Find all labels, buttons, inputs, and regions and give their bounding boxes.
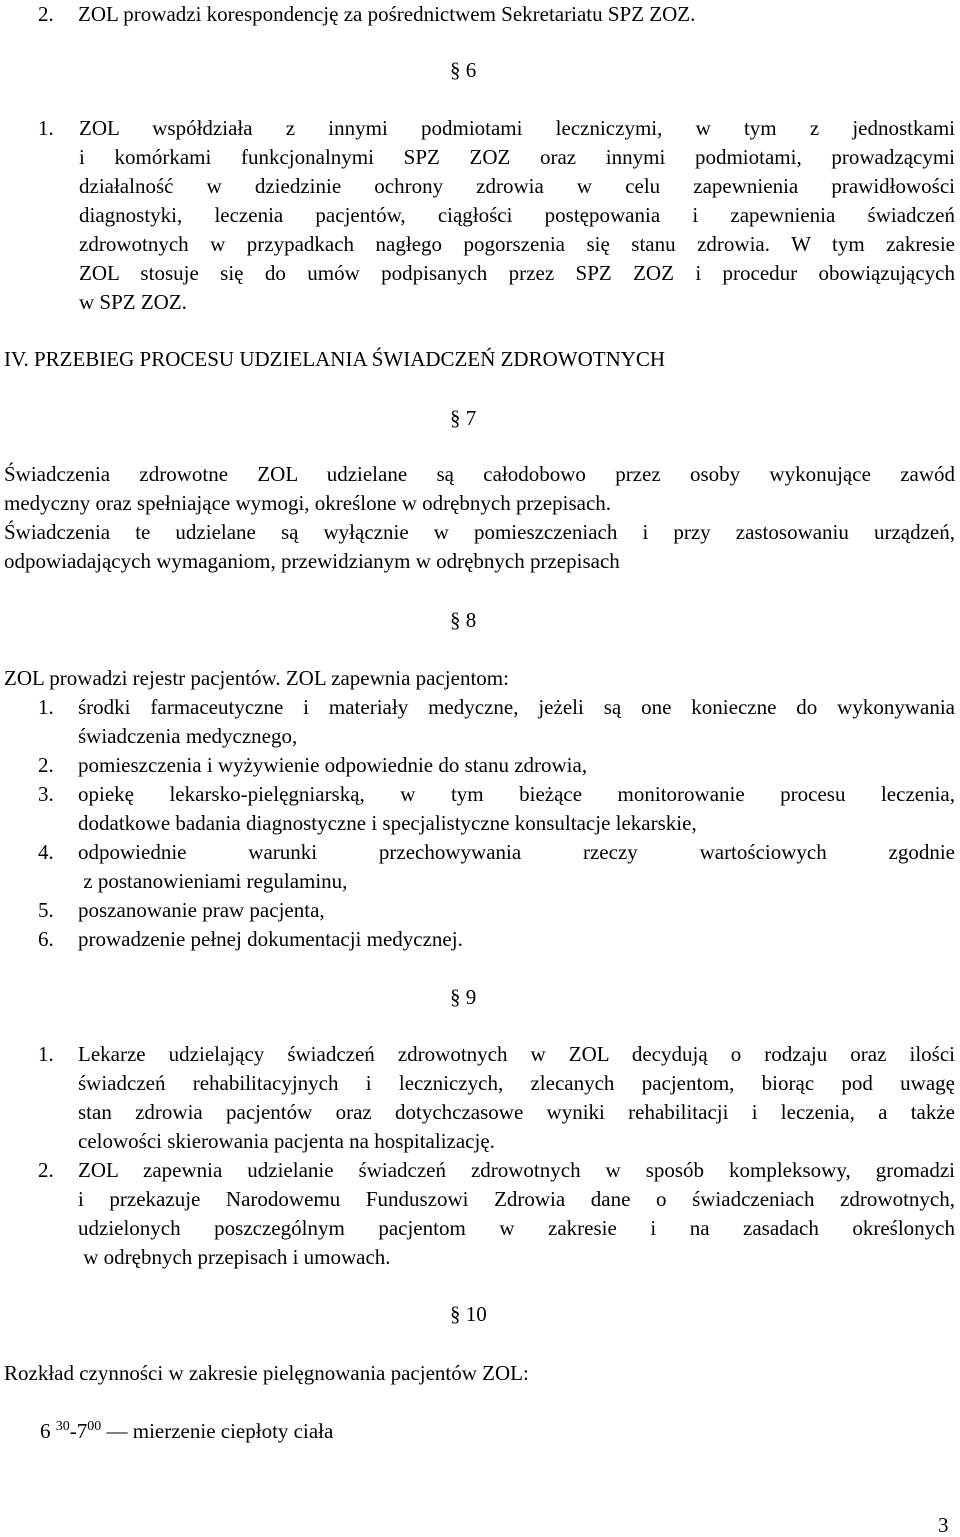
list-text xyxy=(78,693,955,751)
text-line: Świadczenia zdrowotne ZOL udzielane są całodobowo przez osoby wykonujące zawód xyxy=(4,462,955,486)
text-line: i komórkami funkcjonalnymi SPZ ZOZ oraz innymi podmiotami, prowadzącymi xyxy=(79,145,955,169)
text-line: działalność w dziedzinie ochrony zdrowia w celu zapewnienia prawidłowości xyxy=(79,174,955,198)
list-item xyxy=(38,0,955,29)
schedule-entry xyxy=(40,1417,333,1446)
list-item xyxy=(38,1156,955,1272)
list-text xyxy=(78,1040,955,1156)
text-line: odpowiednie warunki przechowywania rzeczy wartościowych zgodnie xyxy=(78,840,955,864)
text-line: świadczeń rehabilitacyjnych i leczniczych, zlecanych pacjentom, biorąc pod uwagę xyxy=(78,1071,955,1095)
text-line: w SPZ ZOZ. xyxy=(79,290,187,314)
text-line: stan zdrowia pacjentów oraz dotychczasowe wyniki rehabilitacji i leczenia, a także xyxy=(78,1100,955,1124)
text-line: ZOL współdziała z innymi podmiotami leczniczymi, w tym z jednostkami xyxy=(79,116,955,140)
list-item xyxy=(38,693,955,751)
text-line: Lekarze udzielający świadczeń zdrowotnych w ZOL decydują o rodzaju oraz ilości xyxy=(78,1042,955,1066)
list-text xyxy=(79,114,955,317)
list-number: 4. xyxy=(38,840,54,864)
text-line: pomieszczenia i wyżywienie odpowiednie do stanu zdrowia, xyxy=(78,753,588,777)
list-number: 2. xyxy=(38,753,54,777)
text-line: Świadczenia te udzielane są wyłącznie w pomieszczeniach i przy zastosowaniu urządzeń, xyxy=(4,520,955,544)
section-heading-10: § 10 xyxy=(450,1302,487,1326)
list-number: 5. xyxy=(38,898,54,922)
start-hour: 6 xyxy=(40,1419,51,1443)
text-line: w odrębnych przepisach i umowach. xyxy=(78,1245,391,1269)
list-number: 1. xyxy=(38,1042,54,1066)
text-line: prowadzenie pełnej dokumentacji medycznej. xyxy=(78,927,463,951)
text-line: środki farmaceutyczne i materiały medyczne, jeżeli są one konieczne do wykonywania xyxy=(78,695,955,719)
list-text xyxy=(78,1156,955,1272)
list-text xyxy=(78,896,955,925)
text-line: zdrowotnych w przypadkach nagłego pogorszenia się stanu zdrowia. W tym zakresie xyxy=(79,232,955,256)
list-text: ZOL prowadzi korespondencję za pośrednictwem Sekretariatu SPZ ZOZ. xyxy=(78,2,696,26)
list-item xyxy=(38,114,955,317)
paragraph xyxy=(4,460,955,576)
paragraph: ZOL prowadzi rejestr pacjentów. ZOL zapewnia pacjentom: xyxy=(4,666,509,690)
list-number: 1. xyxy=(38,116,54,140)
start-minute: 30 xyxy=(55,1419,70,1434)
list-item xyxy=(38,751,955,780)
list-item xyxy=(38,896,955,925)
list-item xyxy=(38,925,955,954)
list-text xyxy=(78,780,955,838)
text-line: odpowiadających wymaganiom, przewidzianym w odrębnych przepisach xyxy=(4,549,620,573)
text-line: ZOL zapewnia udzielanie świadczeń zdrowotnych w sposób kompleksowy, gromadzi xyxy=(78,1158,955,1182)
section-heading-7: § 7 xyxy=(450,406,477,430)
list-number: 6. xyxy=(38,927,54,951)
section-heading-8: § 8 xyxy=(450,608,477,632)
text-line: diagnostyki, leczenia pacjentów, ciągłości postępowania i zapewnienia świadczeń xyxy=(79,203,955,227)
activity-text: — mierzenie ciepłoty ciała xyxy=(101,1419,334,1443)
page-number: 3 xyxy=(938,1513,949,1537)
list-item xyxy=(38,780,955,838)
text-line: celowości skierowania pacjenta na hospitalizację. xyxy=(78,1129,495,1153)
text-line: świadczenia medycznego, xyxy=(78,724,298,748)
text-line: opiekę lekarsko-pielęgniarską, w tym bieżące monitorowanie procesu leczenia, xyxy=(78,782,955,806)
text-line: poszanowanie praw pacjenta, xyxy=(78,898,325,922)
list-number: 1. xyxy=(38,695,54,719)
text-line: dodatkowe badania diagnostyczne i specjalistyczne konsultacje lekarskie, xyxy=(78,811,697,835)
list-number: 3. xyxy=(38,782,54,806)
list-item xyxy=(38,838,955,896)
list-text xyxy=(78,751,955,780)
text-line: i przekazuje Narodowemu Funduszowi Zdrowia dane o świadczeniach zdrowotnych, xyxy=(78,1187,955,1211)
paragraph: Rozkład czynności w zakresie pielęgnowania pacjentów ZOL: xyxy=(4,1361,529,1385)
time-dash: - xyxy=(69,1419,77,1443)
end-minute: 00 xyxy=(87,1419,102,1434)
list-number: 2. xyxy=(38,2,54,26)
end-hour: 7 xyxy=(76,1419,88,1443)
text-line: ZOL stosuje się do umów podpisanych przez SPZ ZOZ i procedur obowiązujących xyxy=(79,261,955,285)
text-line: udzielonych poszczególnym pacjentom w zakresie i na zasadach określonych xyxy=(78,1216,955,1240)
chapter-heading: IV. PRZEBIEG PROCESU UDZIELANIA ŚWIADCZEŃ ZDROWOTNYCH xyxy=(4,347,666,371)
list-number: 2. xyxy=(38,1158,54,1182)
section-heading-6: § 6 xyxy=(450,58,477,82)
list-item xyxy=(38,1040,955,1156)
text-line: z postanowieniami regulaminu, xyxy=(78,869,348,893)
text-line: medyczny oraz spełniające wymogi, określone w odrębnych przepisach. xyxy=(4,491,612,515)
list-text xyxy=(78,838,955,896)
list-text xyxy=(78,925,955,954)
section-heading-9: § 9 xyxy=(450,985,477,1009)
